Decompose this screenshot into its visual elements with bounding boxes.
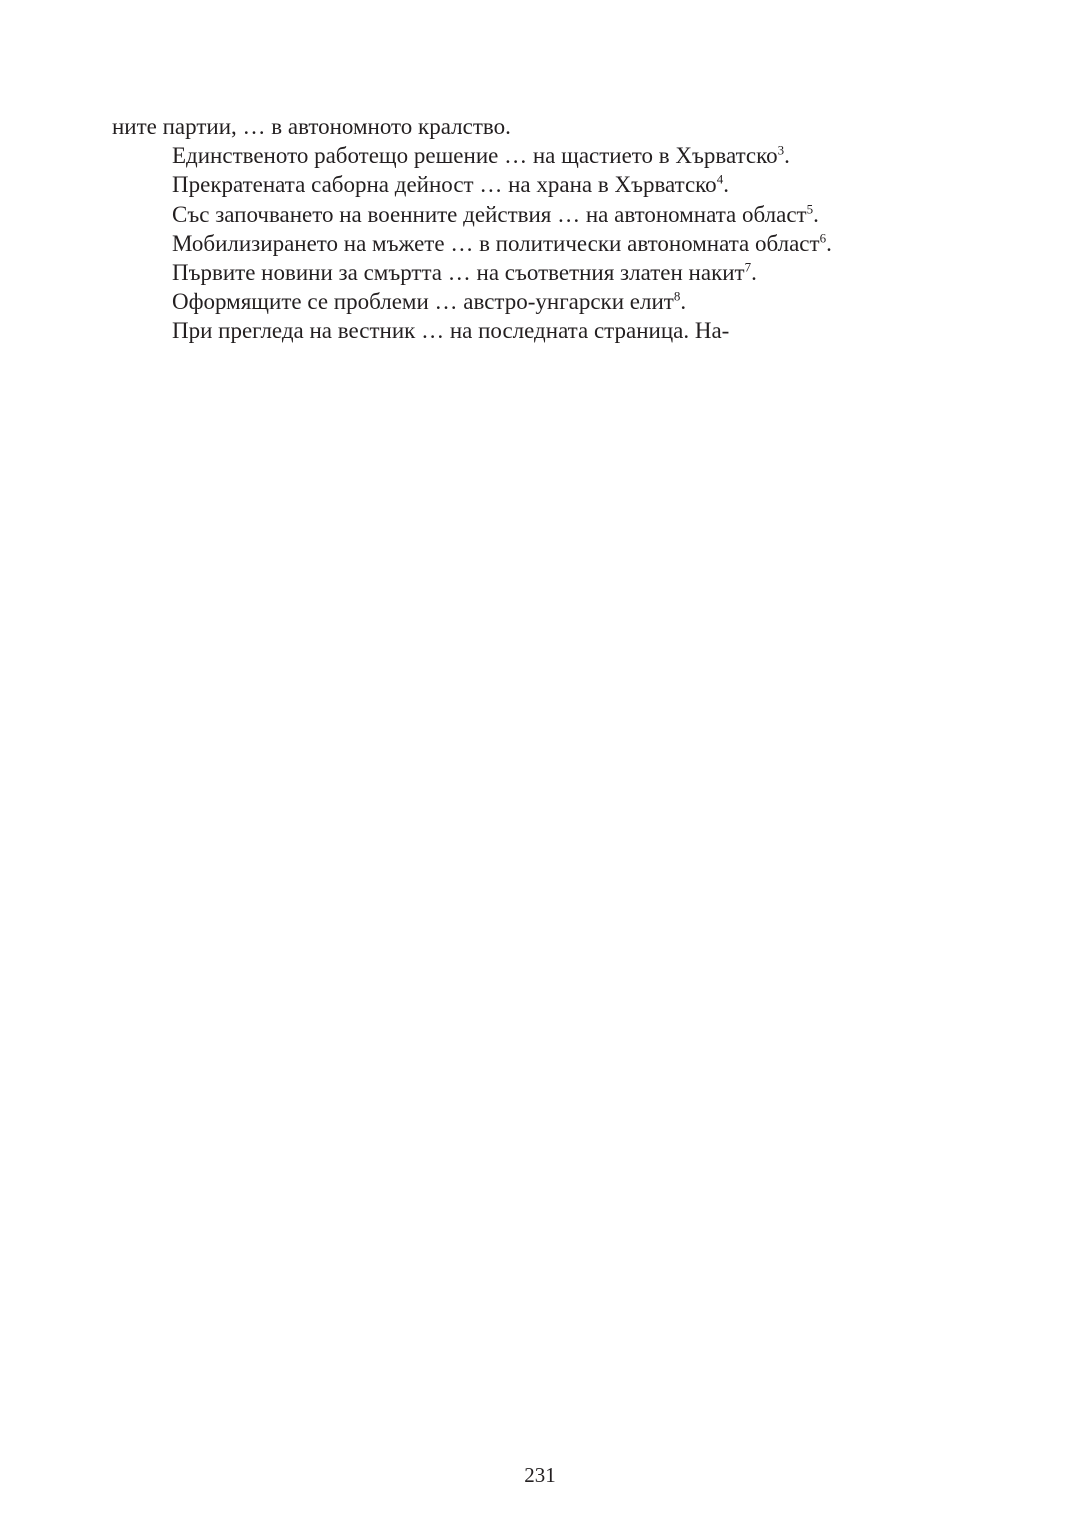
paragraph-text: ните партии, … в автономното кралство. bbox=[112, 114, 511, 139]
paragraph-8 bbox=[112, 316, 968, 345]
footnote-marker[interactable]: 8 bbox=[673, 288, 681, 304]
paragraph-2: Единственото работещо решение … на щастието в Хърватско$^3$. bbox=[172, 142, 790, 169]
text-body bbox=[112, 112, 968, 346]
page-number: 231 bbox=[524, 1463, 556, 1487]
paragraph-text: При прегледа на вестник … на последната страница. На- bbox=[172, 318, 730, 344]
paragraph-1 bbox=[112, 112, 968, 141]
footnote-marker[interactable]: 4 bbox=[716, 171, 724, 187]
paragraph-3: Прекратената саборна дейност … на храна в Хърватско$^4$. bbox=[172, 171, 729, 198]
paragraph-text: Мобилизирането на мъжете … в политически автономната област bbox=[172, 230, 820, 256]
footnote-marker[interactable]: 6 bbox=[819, 230, 827, 246]
footnote-marker[interactable]: 3 bbox=[777, 142, 785, 158]
footnote-marker[interactable]: 7 bbox=[744, 259, 752, 275]
paragraph-text: Единственото работещо решение … на щастието в Хърватско bbox=[172, 143, 778, 169]
paragraph-text: Оформящите се проблеми … австро-унгарски елит bbox=[172, 289, 674, 315]
paragraph-6: Първите новини за смъртта … на съответния златен накит$^7$. bbox=[172, 259, 757, 286]
paragraph-text: Първите новини за смъртта … на съответния златен накит bbox=[172, 260, 745, 286]
paragraph-text: Прекратената саборна дейност … на храна в Хърватско bbox=[172, 172, 717, 198]
document-page bbox=[112, 112, 968, 1492]
paragraph-4: Със започването на военните действия … на автономната област$^5$. bbox=[172, 200, 819, 227]
paragraph-7: Оформящите се проблеми … австро-унгарски елит$^8$. bbox=[172, 288, 687, 315]
footnote-marker[interactable]: 5 bbox=[806, 200, 814, 216]
paragraph-5: Мобилизирането на мъжете … в политически автономната област$^6$. bbox=[172, 230, 832, 256]
paragraph-text: Със започването на военните действия … на автономната област bbox=[172, 201, 807, 227]
